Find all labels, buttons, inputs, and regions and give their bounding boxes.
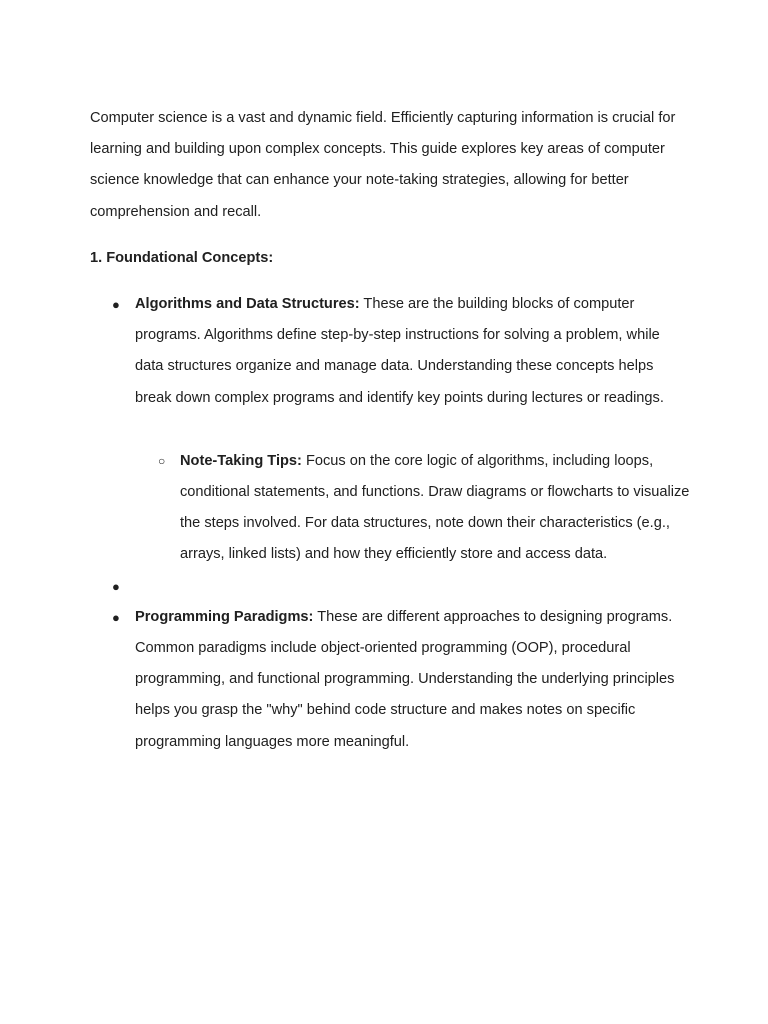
sub-list-item-body: Focus on the core logic of algorithms, including loops, conditional statements, and functions. Draw diagrams or flowcharts to visualize the steps involved. For data structures, note down their characteristics (e.g., arrays, linked lists) and how they efficiently store and access data. <box>180 452 690 563</box>
list-item-label: Algorithms and Data Structures: <box>135 296 360 313</box>
list-item-programming-paradigms <box>90 602 690 758</box>
bullet-icon: ● <box>112 609 120 625</box>
list-item-text <box>135 602 690 758</box>
sub-list-item-note-taking-tips <box>90 446 690 571</box>
sub-list-item-text <box>180 446 690 571</box>
list-item-body: These are the building blocks of computer programs. Algorithms define step-by-step instructions for solving a problem, while data structures organize and manage data. Understanding these concepts helps break down complex programs and identify key points during lectures or readings. <box>135 296 664 406</box>
list-item-label: Programming Paradigms: <box>135 608 314 625</box>
list-item-text <box>135 289 690 414</box>
list-item-algorithms <box>90 289 690 414</box>
hollow-bullet-icon: ○ <box>158 453 166 468</box>
section-heading: 1. Foundational Concepts: <box>90 249 274 266</box>
list-item-empty <box>90 571 690 602</box>
bullet-icon: ● <box>112 297 120 313</box>
bullet-icon: ● <box>112 578 120 594</box>
sub-list-item-label: Note-Taking Tips: <box>180 452 302 469</box>
intro-paragraph: Computer science is a vast and dynamic field. Efficiently capturing information is crucial for learning and building upon complex concepts. This guide explores key areas of computer science knowledge that can enhance your note-taking strategies, allowing for better comprehension and recall. <box>90 110 676 220</box>
list-item-body: These are different approaches to designing programs. Common paradigms include object-oriented programming (OOP), procedural programming, and functional programming. Understanding the underlying principles helps you grasp the "why" behind code structure and makes notes on specific programming languages more meaningful. <box>135 608 675 750</box>
document-body <box>90 103 690 758</box>
